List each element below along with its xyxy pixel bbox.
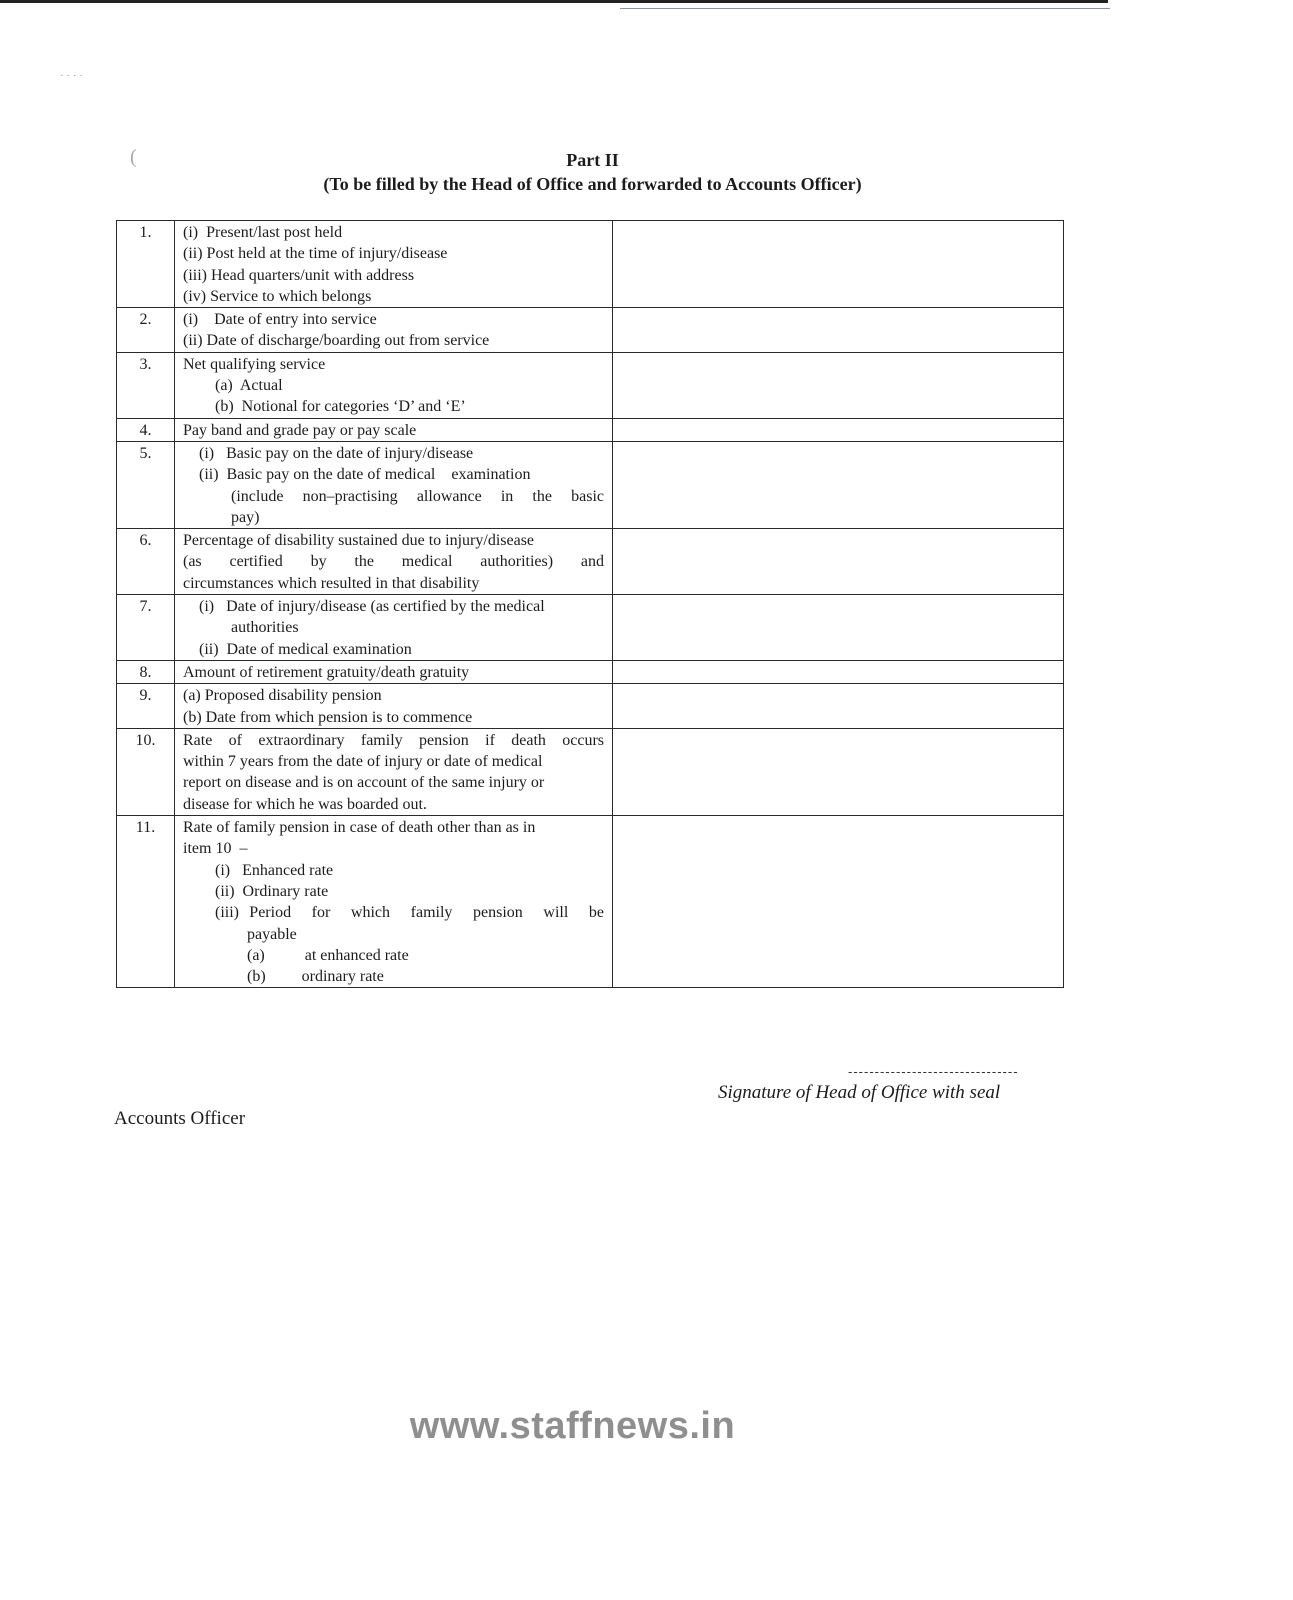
form-row [117,221,1064,308]
item-description-line: authorities [231,619,299,637]
item-description-line: Amount of retirement gratuity/death gratuity [183,663,470,681]
item-description-line: item 10 – [183,840,248,858]
item-description-line: (iv) Service to which belongs [183,287,372,305]
item-description [175,660,613,683]
item-description-line: (iii) Head quarters/unit with address [183,266,415,284]
entry-field[interactable] [613,441,1064,528]
item-description-line: Pay band and grade pay or pay scale [183,421,417,439]
item-number: 10. [117,728,175,815]
item-description-line: (b) ordinary rate [247,968,384,986]
item-description-line: (i) Enhanced rate [215,861,334,879]
item-description-line: (b) Notional for categories ‘D’ and ‘E’ [215,398,466,416]
entry-field[interactable] [613,595,1064,661]
item-description-line: (include non–practising allowance in the basic [231,487,604,505]
entry-field[interactable] [613,308,1064,353]
item-description-line: (ii) Date of medical examination [199,640,412,658]
item-description-line: within 7 years from the date of injury or date of medical [183,753,543,771]
top-border-line-light [620,8,1110,9]
item-description [175,595,613,661]
item-number: 8. [117,660,175,683]
item-number: 3. [117,352,175,418]
item-description [175,221,613,308]
entry-field[interactable] [613,529,1064,595]
item-description-line: Rate of family pension in case of death other than as in [183,819,536,837]
entry-field[interactable] [613,728,1064,815]
item-description [175,816,613,988]
item-description-line: (i) Present/last post held [183,224,343,241]
form-row [117,728,1064,815]
form-row [117,418,1064,441]
item-description-line: Rate of extraordinary family pension if death occurs [183,731,604,749]
form-row [117,352,1064,418]
item-description-line: (a) Actual [215,377,283,395]
entry-field[interactable] [613,418,1064,441]
item-description-line: (i) Date of entry into service [183,311,377,329]
item-description-line: (iii) Period for which family pension will be [215,904,604,922]
form-row [117,441,1064,528]
item-description-line: Percentage of disability sustained due to injury/disease [183,532,535,550]
item-description [175,441,613,528]
entry-field[interactable] [613,684,1064,729]
form-row [117,816,1064,988]
item-description-line: circumstances which resulted in that disability [183,574,480,592]
item-description-line: (b) Date from which pension is to commence [183,708,473,726]
scan-speck: · · · · [60,70,83,82]
item-description-line: disease for which he was boarded out. [183,795,427,813]
entry-field[interactable] [613,352,1064,418]
item-description-line: (a) at enhanced rate [247,946,409,964]
item-description-line: Net qualifying service [183,355,326,373]
form-row [117,529,1064,595]
form-row [117,308,1064,353]
item-number: 5. [117,441,175,528]
item-description [175,308,613,353]
item-description-line: report on disease and is on account of the same injury or [183,774,545,792]
pension-form-table [116,220,1064,988]
form-row [117,595,1064,661]
entry-field[interactable] [613,816,1064,988]
part-title: Part II [566,150,619,170]
scan-mark: ( [130,146,137,168]
form-row [117,684,1064,729]
item-description-line: (a) Proposed disability pension [183,687,382,705]
item-description-line: payable [247,925,297,943]
signature-label: Signature of Head of Office with seal [718,1082,1001,1103]
item-number: 11. [117,816,175,988]
signature-line: -------------------------------- [848,1064,1019,1079]
item-description-line: (i) Basic pay on the date of injury/disease [199,444,474,462]
item-description-line: (i) Date of injury/disease (as certified by the medical [199,598,545,616]
item-number: 7. [117,595,175,661]
item-number: 2. [117,308,175,353]
item-description-line: (ii) Post held at the time of injury/disease [183,245,448,263]
accounts-officer-label: Accounts Officer [114,1108,246,1129]
item-number: 9. [117,684,175,729]
item-number: 6. [117,529,175,595]
item-description-line: pay) [231,508,260,526]
top-border-line [0,0,1108,3]
item-description-line: (ii) Basic pay on the date of medical examination [199,466,531,484]
item-description [175,728,613,815]
item-description [175,418,613,441]
watermark: www.staffnews.in [409,1405,736,1447]
entry-field[interactable] [613,221,1064,308]
item-description-line: (ii) Ordinary rate [215,882,329,900]
item-description [175,529,613,595]
form-row [117,660,1064,683]
item-description [175,352,613,418]
form-subtitle: (To be filled by the Head of Office and forwarded to Accounts Officer) [323,174,862,194]
item-description-line: (ii) Date of discharge/boarding out from service [183,332,490,350]
item-number: 1. [117,221,175,308]
item-number: 4. [117,418,175,441]
item-description [175,684,613,729]
entry-field[interactable] [613,660,1064,683]
item-description-line: (as certified by the medical authorities) and [183,553,604,571]
